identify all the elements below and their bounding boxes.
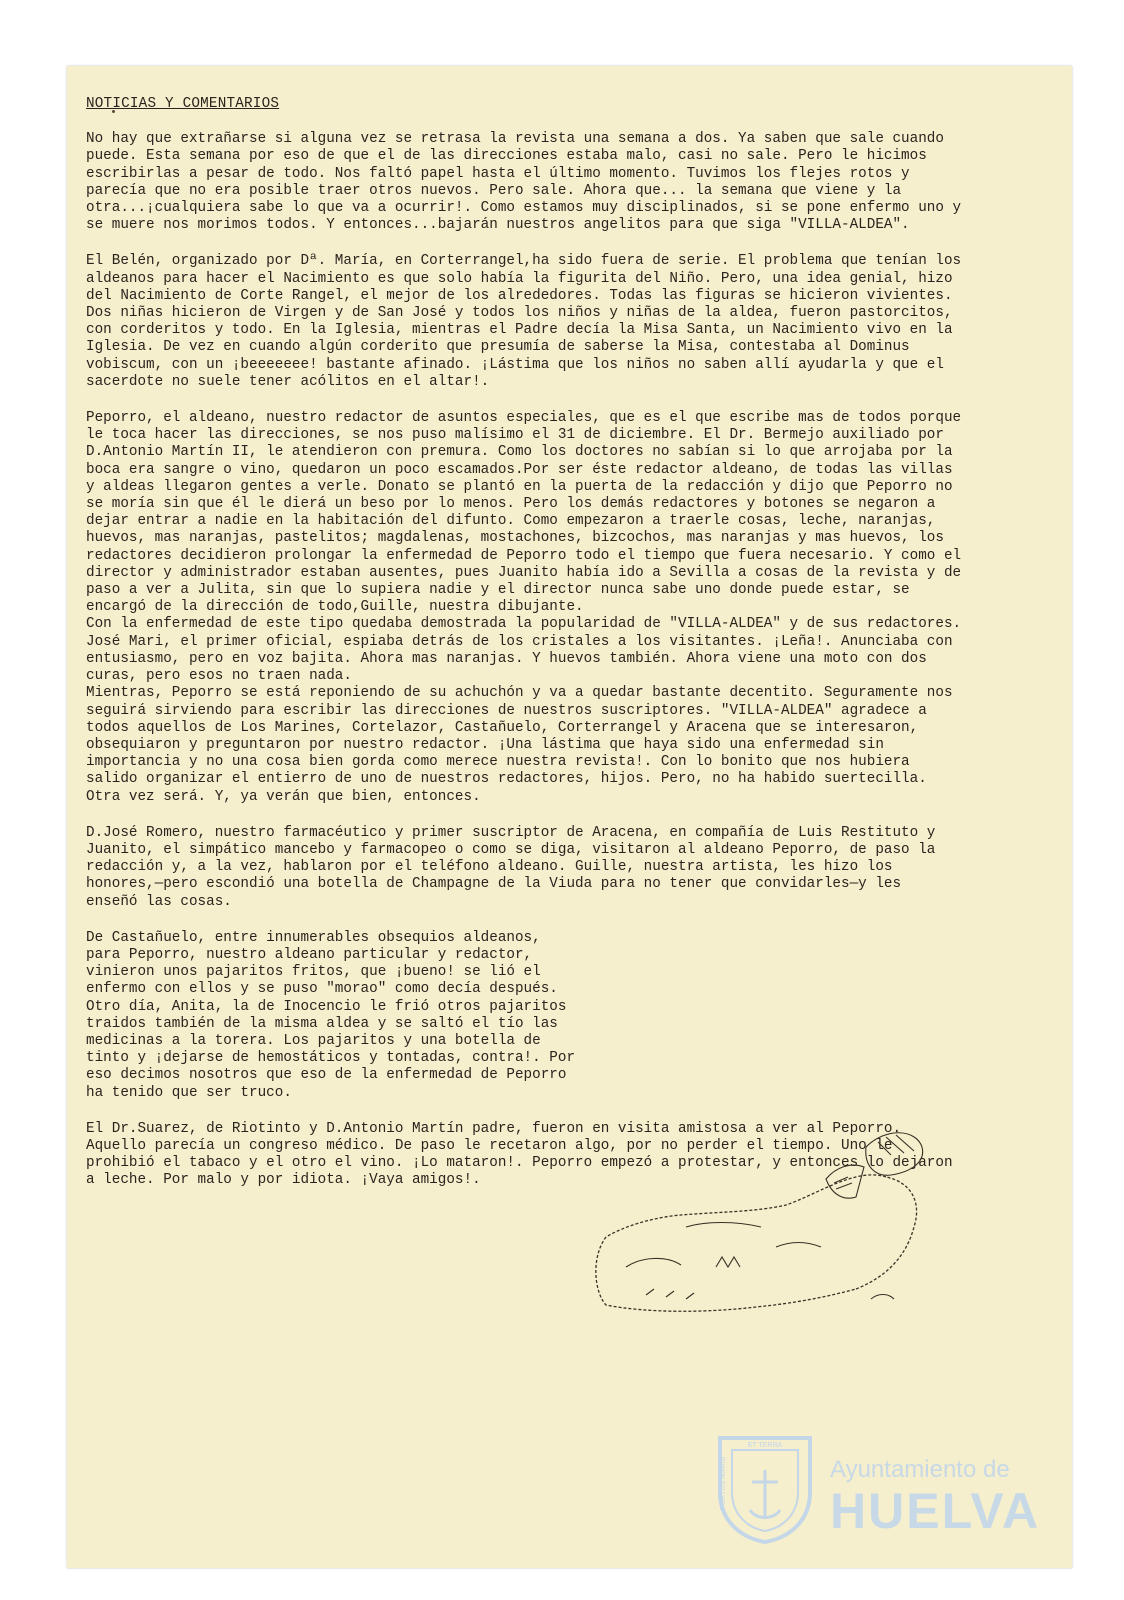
watermark-line1: Ayuntamiento de <box>830 1456 1010 1483</box>
page-title: NOTICIAS Y COMENTARIOS <box>86 96 280 112</box>
paragraph-revista-retraso: No hay que extrañarse si alguna vez se retrasa la revista una semana a dos. Ya saben que sale cuando puede. Esta semana por eso de que el de las direcciones estaba malo, casi no sale. Pero le hicimos escribirlas a pesar de todo. Nos faltó papel hasta el último momento. Tuvimos los flejes rotos y parecía que no era posible traer otros nuevos. Pero sale. Ahora que... la semana que viene y la otra...¡cualquiera sabe lo que va a ocurrir!. Como estamos muy disciplinados, si se pone enfermo uno y se muere nos morimos todos. Y entonces...bajarán nuestros angelitos para que siga "VILLA-ALDEA". <box>86 131 970 234</box>
paragraph-castanuelo: De Castañuelo, entre innumerables obsequios aldeanos, para Peporro, nuestro aldeano particular y redactor, vinieron unos pajaritos fritos, que ¡bueno! se lió el enfermo con ellos y se puso "morao" como decía después. Otro día, Anita, la de Inocencio le frió otros pajaritos traidos también de la misma aldea y se saltó el tío las medicinas a la torera. Los pajaritos y una botella de tinto y ¡dejarse de hemostáticos y tontadas, contra!. Por eso decimos nosotros que eso de la enfermedad de Peporro ha tenido que ser truco. <box>86 929 584 1101</box>
sleeping-figure-sketch-icon <box>586 1117 926 1317</box>
shield-side-text: PORTUS MARIS <box>720 1456 727 1510</box>
paragraph-belen: El Belén, organizado por Dª. María, en Corterrangel,ha sido fuera de serie. El problema que tenían los aldeanos para hacer el Nacimiento es que solo había la figurita del Niño. Pero, una idea genial, hizo del Nacimiento de Corte Rangel, el mejor de los alrededores. Todas las figuras se hicieron vivientes. Dos niñas hicieron de Virgen y de San José y todos los niños y niñas de la aldea, fueron pastorcitos, con corderitos y todo. En la Iglesia, mientras el Padre decía la Misa Santa, un Nacimiento vivo en la Iglesia. De vez en cuando algún corderito que presumía de saberse la Misa, contestaba al Dominus vobiscum, con un ¡beeeeeee! bastante afinado. ¡Lástima que los niños no saben allí ayudarla y que el sacerdote no suele tener acólitos en el altar!. <box>86 253 970 390</box>
watermark <box>710 1430 1050 1550</box>
paragraph-jose-romero: D.José Romero, nuestro farmacéutico y primer suscriptor de Aracena, en compañía de Luis Restituto y Juanito, el simpático mancebo y farmacopeo o como se diga, visitaron al aldeano Peporro, de paso la redacción y, a la vez, hablaron por el teléfono aldeano. Guille, nuestra artista, les hizo los honores,—pero escondió una botella de Champagne de la Viuda para no tener que convidarles—y les enseñó las cosas. <box>86 824 944 910</box>
shield-top-text: ET TERRA <box>747 1442 783 1449</box>
watermark-line2: HUELVA <box>830 1483 1041 1539</box>
huelva-coat-of-arms-icon <box>710 1430 820 1545</box>
paragraph-dr-suarez: El Dr.Suarez, de Riotinto y D.Antonio Martín padre, fueron en visita amistosa a ver al Peporro. Aquello parecía un congreso médico. De paso le recetaron algo, por no perder el tiempo. Uno le prohibió el tabaco y el otro el vino. ¡Lo mataron!. Peporro empezó a protestar, y entonces lo dejaron a leche. Por malo y por idiota. ¡Vaya amigos!. <box>86 1120 962 1189</box>
paragraph-peporro-enfermo: Peporro, el aldeano, nuestro redactor de asuntos especiales, que es el que escribe mas de todos porque le toca hacer las direcciones, se nos puso malísimo el 31 de diciembre. El Dr. Bermejo auxiliado por D.Antonio Martín II, le atendieron con premura. Como los doctores no sabían si lo que arrojaba por la boca era sangre o vino, quedaron un poco escamados.Por ser éste redactor aldeano, de todas las villas y aldeas llegaron gentes a verle. Donato se plantó en la puerta de la redacción y dijo que Peporro no se moría sin que él le dierá un beso por lo menos. Pero los demás redactores y botones se negaron a dejar entrar a nadie en la habitación del difunto. Como empezaron a traerle cosas, leche, naranjas, huevos, mas naranjas, pastelitos; magdalenas, mostachones, bizcochos, mas naranjas y mas huevos, los redactores decidieron prolongar la enfermedad de Peporro todo el tiempo que fuera necesario. Y como el director y administrador estaban ausentes, pues Juanito había ido a Sevilla a cosas de la revista y de paso a ver a Julita, sin que lo supiera nadie y el director nunca sabe uno donde puede estar, se encargó de la dirección de todo,Guille, nuestra dibujante. Con la enfermedad de este tipo quedaba demostrada la popularidad de "VILLA-ALDEA" y de sus redactores. José Mari, el primer oficial, espiaba detrás de los cristales a los visitantes. ¡Leña!. Anunciaba con entusiasmo, pero en voz bajita. Ahora mas naranjas. Y huevos también. Ahora viene una moto con dos curas, pero esos no traen nada. Mientras, Peporro se está reponiendo de su achuchón y va a quedar bastante decentito. Seguramente nos seguirá sirviendo para escribir las direcciones de nuestros suscriptores. "VILLA-ALDEA" agradece a todos aquellos de Los Marines, Cortelazor, Castañuelo, Corterrangel y Aracena que se interesaron, obsequiaron y preguntaron por nuestro redactor. ¡Una lástima que haya sido una enfermedad sin importancia y no una cosa bien gorda como merece nuestra revista!. Con lo bonito que nos hubiera salido organizar el entierro de uno de nuestros redactores, hijos. Pero, no ha habido suertecilla. Otra vez será. Y, ya verán que bien, entonces. <box>86 410 962 805</box>
document-body <box>86 96 970 1209</box>
